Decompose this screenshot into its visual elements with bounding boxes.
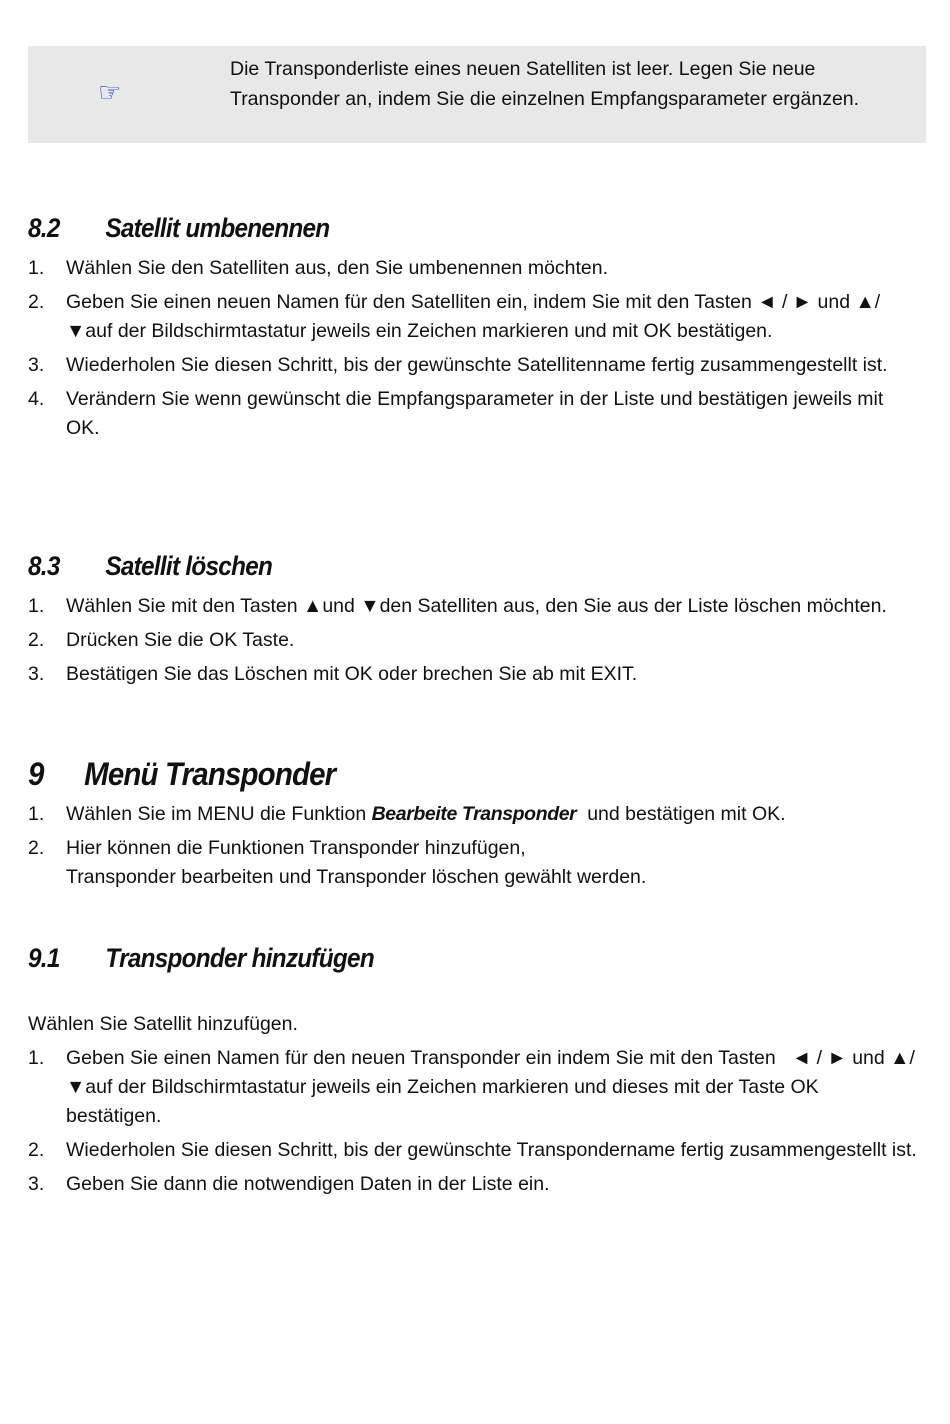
heading-title: Menü Transponder [84, 756, 336, 792]
list-item: 3. Wiederholen Sie diesen Schritt, bis der gewünschte Satellitenname fertig zusammengestellt ist. [28, 354, 888, 376]
list-item: 1. Wählen Sie den Satelliten aus, den Sie umbenennen möchten. [28, 257, 609, 279]
heading-8-2 [28, 212, 329, 244]
list-item: 1. Wählen Sie im MENU die Funktion Bearbeite Transponder und bestätigen mit OK. [28, 803, 786, 825]
heading-number: 9 [28, 756, 44, 792]
note-text: Die Transponderliste eines neuen Satelliten ist leer. Legen Sie neue Transponder an, indem Sie die einzelnen Empfangsparameter ergänzen. [230, 58, 860, 110]
list-item: 1. Wählen Sie mit den Tasten ▲und ▼den Satelliten aus, den Sie aus der Liste löschen möchten. [28, 595, 887, 617]
heading-number: 8.3 [28, 551, 60, 581]
list-item: 2. Hier können die Funktionen Transponder hinzufügen, Transponder bearbeiten und Transponder löschen gewählt werden. [28, 837, 647, 888]
heading-title: Transponder hinzufügen [105, 943, 374, 973]
note-box [28, 46, 926, 143]
steps-8-2 [28, 254, 918, 448]
list-item: 2. Geben Sie einen neuen Namen für den Satelliten ein, indem Sie mit den Tasten ◄ / ► und ▲/ ▼auf der Bildschirmtastatur jeweils ein Zeichen markieren und mit OK bestätigen. [28, 291, 881, 342]
menu-function-name: Bearbeite Transponder [371, 803, 577, 825]
heading-9 [28, 756, 335, 792]
list-item: 3. Bestätigen Sie das Löschen mit OK oder brechen Sie ab mit EXIT. [28, 663, 638, 685]
heading-title: Satellit umbenennen [105, 213, 330, 243]
steps-9 [28, 800, 918, 897]
list-item: 1. Geben Sie einen Namen für den neuen Transponder ein indem Sie mit den Tasten ◄ / ► und ▲/▼auf der Bildschirmtastatur jeweils ein Zeichen markieren und dieses mit der Taste OK bestätigen. [28, 1047, 915, 1127]
list-item: 2. Drücken Sie die OK Taste. [28, 629, 295, 651]
heading-number: 8.2 [28, 213, 60, 243]
list-item: 3. Geben Sie dann die notwendigen Daten in der Liste ein. [28, 1173, 550, 1195]
heading-9-1 [28, 942, 374, 974]
heading-title: Satellit löschen [105, 551, 273, 581]
intro-text: Wählen Sie Satellit hinzufügen. [28, 1013, 298, 1035]
steps-8-3 [28, 592, 918, 694]
steps-9-1 [28, 1044, 918, 1204]
list-item: 4. Verändern Sie wenn gewünscht die Empfangsparameter in der Liste und bestätigen jeweils mit OK. [28, 388, 884, 439]
heading-number: 9.1 [28, 943, 60, 973]
pointing-hand-icon: ☞ [98, 78, 122, 108]
heading-8-3 [28, 550, 272, 582]
list-item: 2. Wiederholen Sie diesen Schritt, bis der gewünschte Transpondername fertig zusammengestellt ist. [28, 1139, 917, 1161]
